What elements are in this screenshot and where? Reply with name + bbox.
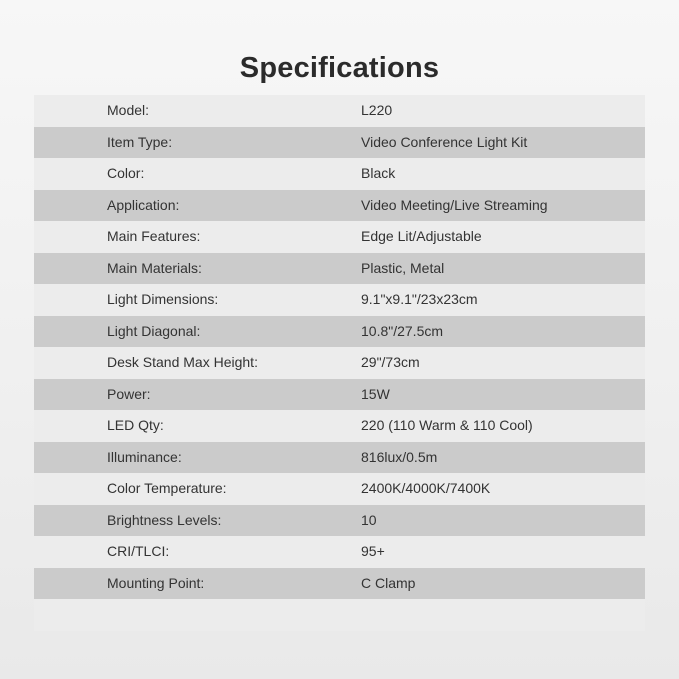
spec-value: Edge Lit/Adjustable xyxy=(361,228,482,244)
table-row xyxy=(34,568,645,600)
table-footer-band xyxy=(34,599,645,631)
spec-label: Main Features: xyxy=(107,228,201,244)
spec-label: Power: xyxy=(107,385,151,402)
table-row xyxy=(34,536,645,568)
spec-value: L220 xyxy=(361,102,393,118)
spec-value: 29"/73cm xyxy=(361,354,420,370)
spec-label: Color Temperature: xyxy=(107,480,227,496)
table-row xyxy=(34,410,645,442)
spec-value: 10.8"/27.5cm xyxy=(361,322,444,339)
table-row xyxy=(34,221,645,253)
spec-value: Plastic, Metal xyxy=(361,259,445,276)
spec-value: 2400K/4000K/7400K xyxy=(361,480,491,496)
table-row xyxy=(34,442,645,474)
spec-label: Model: xyxy=(107,102,150,118)
table-row xyxy=(34,473,645,505)
spec-value: Video Meeting/Live Streaming xyxy=(361,196,548,213)
spec-label: Mounting Point: xyxy=(107,574,205,591)
spec-label: Main Materials: xyxy=(107,259,202,276)
table-row xyxy=(34,505,645,537)
table-row xyxy=(34,379,645,411)
spec-label: Light Dimensions: xyxy=(107,291,219,307)
spec-label: Item Type: xyxy=(107,133,173,150)
spec-label: Color: xyxy=(107,165,145,181)
table-row xyxy=(34,127,645,159)
table-row xyxy=(34,316,645,348)
table-row xyxy=(34,190,645,222)
spec-label: Illuminance: xyxy=(107,448,182,465)
spec-value: 9.1"x9.1"/23x23cm xyxy=(361,291,478,307)
spec-label: Light Diagonal: xyxy=(107,322,201,339)
spec-value: 10 xyxy=(361,511,377,528)
spec-value: 220 (110 Warm & 110 Cool) xyxy=(361,417,533,433)
spec-value: 816lux/0.5m xyxy=(361,448,438,465)
specifications-table xyxy=(34,95,645,599)
table-row xyxy=(34,253,645,285)
table-row xyxy=(34,95,645,127)
spec-value: C Clamp xyxy=(361,574,416,591)
spec-label: Desk Stand Max Height: xyxy=(107,354,258,370)
page-title: Specifications xyxy=(239,52,440,84)
spec-label: CRI/TLCI: xyxy=(107,543,170,559)
table-row xyxy=(34,347,645,379)
spec-value: Video Conference Light Kit xyxy=(361,133,528,150)
spec-label: Brightness Levels: xyxy=(107,511,222,528)
table-row xyxy=(34,284,645,316)
spec-value: Black xyxy=(361,165,396,181)
spec-label: LED Qty: xyxy=(107,417,164,433)
spec-value: 95+ xyxy=(361,543,385,559)
table-row xyxy=(34,158,645,190)
spec-value: 15W xyxy=(361,385,390,402)
spec-label: Application: xyxy=(107,196,180,213)
